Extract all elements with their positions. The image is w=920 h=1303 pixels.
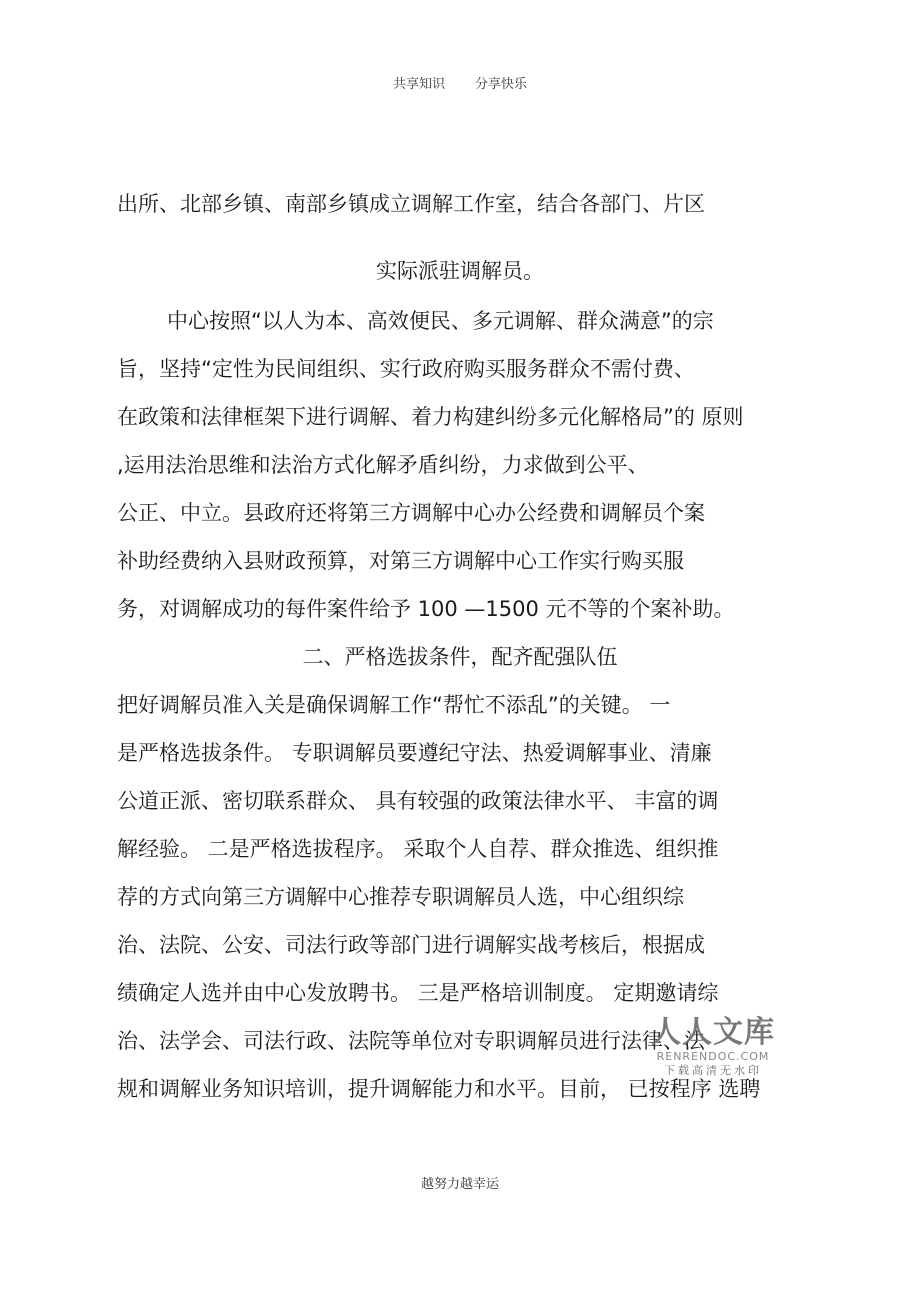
body-line-6: ,运用法治思维和法治方式化解矛盾纠纷，力求做到公平、	[117, 453, 649, 477]
body-line-17: 绩确定人选并由中心发放聘书。 三是严格培训制度。 定期邀请综	[117, 981, 719, 1005]
body-line-1: 出所、北部乡镇、南部乡镇成立调解工作室，结合各部门、片区	[117, 192, 705, 216]
section-heading: 二、严格选拔条件，配齐配强队伍	[302, 645, 618, 669]
page-footer: 越努力越幸运	[420, 1177, 499, 1192]
watermark-logo	[648, 1016, 778, 1079]
body-line-18: 治、法学会、司法行政、法院等单位对专职调解员进行法律、法	[117, 1029, 705, 1053]
watermark-url-text: RENRENDOC.COM	[656, 1050, 770, 1063]
body-line-12: 是严格选拔条件。 专职调解员要遵纪守法、热爱调解事业、清廉	[117, 741, 712, 765]
body-line-8: 补助经费纳入县财政预算，对第三方调解中心工作实行购买服	[117, 549, 684, 573]
body-line-2-text: 实际派驻调解员。	[376, 259, 544, 283]
watermark-sub-text: 下载高清无水印	[664, 1064, 762, 1077]
body-line-3: 中心按照“以人为本、高效便民、多元调解、群众满意”的宗	[167, 309, 714, 333]
watermark-main-text: 人人文库	[651, 1015, 775, 1050]
body-line-13: 公道正派、密切联系群众、 具有较强的政策法律水平、 丰富的调	[117, 789, 719, 813]
page-header	[0, 73, 920, 92]
body-line-15: 荐的方式向第三方调解中心推荐专职调解员人选，中心组织综	[117, 885, 684, 909]
body-line-19: 规和调解业务知识培训，提升调解能力和水平。目前， 已按程序 选聘	[117, 1077, 761, 1101]
body-line-5: 在政策和法律框架下进行调解、着力构建纠纷多元化解格局”的 原则	[117, 405, 744, 429]
body-line-11: 把好调解员准入关是确保调解工作“帮忙不添乱”的关键。 一	[117, 693, 671, 717]
body-line-2-centered	[0, 257, 920, 285]
header-right-text: 分享快乐	[475, 77, 528, 92]
body-line-16: 治、法院、公安、司法行政等部门进行调解实战考核后，根据成	[117, 933, 705, 957]
header-left-text: 共享知识	[392, 77, 445, 92]
body-line-14: 解经验。 二是严格选拔程序。 采取个人自荐、群众推选、组织推	[117, 837, 719, 861]
body-line-7: 公正、中立。县政府还将第三方调解中心办公经费和调解员个案	[117, 501, 705, 525]
body-line-4: 旨，坚持“定性为民间组织、实行政府购买服务群众不需付费、	[117, 357, 695, 381]
body-line-9: 务，对调解成功的每件案件给予 100 —1500 元不等的个案补助。	[117, 597, 735, 621]
